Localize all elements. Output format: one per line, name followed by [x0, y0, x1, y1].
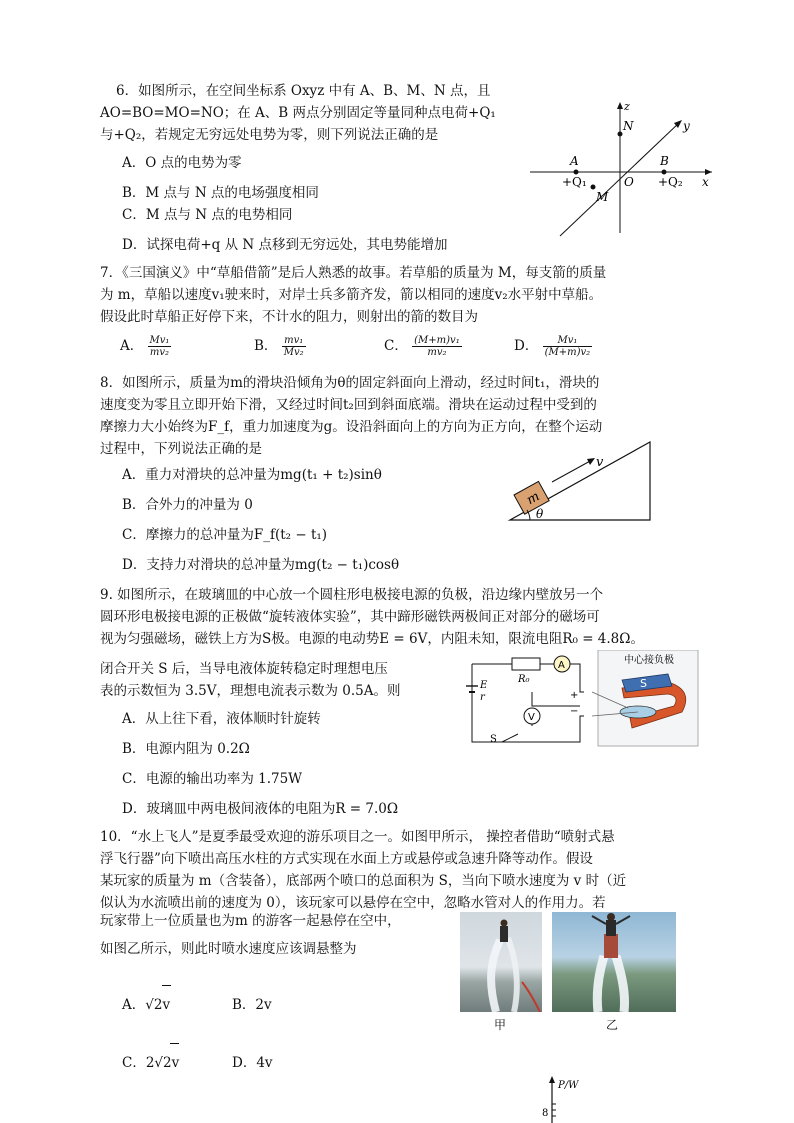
p-axis-tick: 8 [542, 1108, 549, 1119]
q8-line3: 摩擦力大小始终为F_f，重力加速度为g。设沿斜面向上的方向为正方向，在整个运动 [100, 419, 603, 435]
photo-yi [552, 912, 676, 1012]
q10-option-d: D．4v [232, 1055, 273, 1071]
q10-option-c-label: C． [122, 1055, 146, 1071]
q7-line1: 7．《三国演义》中“草船借箭”是后人熟悉的故事。若草船的质量为 M，每支箭的质量 [100, 265, 607, 281]
label-e: E [480, 680, 488, 691]
q9-option-b: B．电源内阻为 0.2Ω [122, 741, 250, 757]
label-q1: +Q₁ [562, 175, 587, 189]
q7-option-a [120, 334, 171, 358]
q10-option-a-sqrt-bar [162, 985, 171, 986]
label-x: x [702, 175, 709, 189]
q8-option-d: D．支持力对滑块的总冲量为mg(t₂ − t₁)cosθ [122, 557, 400, 573]
q8-line2: 速度变为零且立即开始下滑，又经过时间t₂回到斜面底端。滑块在运动过程中受到的 [100, 397, 597, 413]
label-minus: − [570, 706, 579, 717]
label-b: B [660, 154, 669, 168]
label-r0: R₀ [518, 674, 530, 685]
label-n: N [623, 119, 634, 133]
label-m: M [596, 190, 609, 204]
q7-option-b-fraction [282, 335, 306, 358]
q7-line3: 假设此时草船正好停下来，不计水的阻力，则射出的箭的数目为 [100, 309, 478, 325]
point-m [591, 185, 596, 190]
q7-d-denominator: (M+m)v₂ [544, 347, 591, 358]
photo-jia [460, 912, 542, 1012]
q10-line6: 如图乙所示，则此时喷水速度应该调悬整为 [100, 941, 357, 957]
q7-option-b-label: B． [254, 338, 278, 354]
q9-option-d: D．玻璃皿中两电极间液体的电阻为R = 7.0Ω [122, 801, 399, 817]
q10-option-a-value: √2v [145, 997, 171, 1013]
q7-option-c-label: C． [384, 338, 408, 354]
q7-b-denominator: Mv₂ [283, 347, 304, 358]
q10-option-b: B．2v [232, 997, 272, 1013]
q10-option-c-value: 2√2v [145, 1055, 180, 1071]
label-switch: S [490, 734, 497, 745]
q7-line2: 为 m，草船以速度v₁驶来时，对岸士兵多箭齐发，箭以相同的速度v₂水平射中草船。 [100, 287, 603, 303]
q7-option-d [514, 334, 592, 358]
q6-line2: AO=BO=MO=NO；在 A、B 两点分别固定等量同种点电荷+Q₁ [100, 105, 496, 121]
q8-option-c: C．摩擦力的总冲量为F_f(t₂ − t₁) [122, 527, 328, 543]
q7-option-d-fraction [543, 335, 593, 358]
q6-option-a: A．O 点的电势为零 [122, 155, 242, 171]
label-a: A [570, 154, 579, 168]
q7-option-a-label: A． [120, 338, 144, 354]
q10-line4: 似认为水流喷出前的速度为 0），该玩家可以悬停在空中，忽略水管对人的作用力。若 [100, 895, 606, 911]
q7-option-c [384, 334, 462, 358]
q7-c-denominator: mv₂ [427, 347, 447, 358]
label-m: m [524, 489, 543, 509]
q8-incline-figure [500, 440, 660, 524]
label-y: y [683, 119, 690, 133]
q8-option-a: A．重力对滑块的总冲量为mg(t₁ + t₂)sinθ [122, 467, 382, 483]
q7-option-c-fraction [412, 335, 462, 358]
voltmeter-label: V [528, 712, 535, 723]
ammeter-label: A [558, 660, 565, 671]
center-label: 中心接负极 [624, 655, 674, 666]
label-o: O [624, 175, 634, 189]
q10-line5: 玩家带上一位质量也为m 的游客一起悬停在空中， [100, 913, 401, 929]
q9-option-a: A．从上往下看，液体顺时针旋转 [122, 711, 321, 727]
q10-option-c [122, 1054, 179, 1073]
label-r: r [480, 692, 485, 703]
velocity-arrow [552, 460, 592, 482]
q9-line4: 闭合开关 S 后，当导电液体旋转稳定时理想电压 [100, 661, 388, 677]
q7-b-numerator: mv₁ [282, 335, 306, 347]
q7-d-numerator: Mv₁ [543, 335, 593, 347]
q10-option-a [122, 996, 170, 1015]
q7-a-numerator: Mv₁ [149, 335, 170, 346]
q10-line2: 浮飞行器”向下喷出高压水柱的方式实现在水面上方或悬停或急速升降等动作。假设 [100, 851, 593, 867]
q8-line4: 过程中，下列说法正确的是 [100, 441, 262, 457]
q6-line1: 6．如图所示，在空间坐标系 Oxyz 中有 A、B、M、N 点，且 [116, 83, 491, 99]
q7-a-denominator: mv₂ [149, 347, 170, 358]
q7-option-d-label: D． [514, 338, 539, 354]
q9-line1: 9. 如图所示，在玻璃皿的中心放一个圆柱形电极接电源的负极，沿边缘内壁放另一个 [100, 587, 604, 603]
q8-option-b: B．合外力的冲量为 0 [122, 497, 253, 513]
q9-option-c: C．电源的输出功率为 1.75W [122, 771, 303, 787]
caption-jia: 甲 [494, 1018, 507, 1032]
block [514, 481, 549, 514]
point-b [662, 170, 667, 175]
magnet-s-label: S [640, 677, 647, 690]
label-z: z [624, 100, 630, 113]
next-question-graph-fragment [536, 1074, 596, 1123]
point-a [574, 170, 579, 175]
q6-option-c: C．M 点与 N 点的电势相同 [122, 207, 293, 223]
resistor-r0 [512, 658, 540, 670]
q7-c-numerator: (M+m)v₁ [414, 335, 460, 346]
q10-line3: 某玩家的质量为 m（含装备），底部两个喷口的总面积为 S，当向下喷水速度为 v 时（近 [100, 873, 627, 889]
label-q2: +Q₂ [658, 175, 683, 189]
q7-option-a-fraction [148, 335, 172, 358]
label-plus: + [570, 690, 579, 701]
point-n [618, 132, 623, 137]
label-v: v [596, 455, 604, 470]
caption-yi: 乙 [606, 1018, 619, 1032]
q6-line3: 与+Q₂，若规定无穷远处电势为零，则下列说法正确的是 [100, 127, 439, 143]
q9-line5: 表的示数恒为 3.5V，理想电流表示数为 0.5A。则 [100, 683, 401, 699]
q9-line3: 视为匀强磁场，磁铁上方为S极。电源的电动势E = 6V，内阻未知，限流电阻R₀ = 4.8Ω。 [100, 631, 644, 647]
q10-line1: 10．“水上飞人”是夏季最受欢迎的游乐项目之一。如图甲所示， 操控者借助“喷射式悬 [100, 829, 615, 845]
q10-option-a-label: A． [122, 997, 146, 1013]
q8-line1: 8．如图所示，质量为m的滑块沿倾角为θ的固定斜面向上滑动，经过时间t₁，滑块的 [100, 375, 600, 391]
p-axis-label: P/W [558, 1080, 579, 1091]
q6-option-b: B．M 点与 N 点的电场强度相同 [122, 185, 319, 201]
label-theta: θ [536, 507, 544, 521]
q7-option-b [254, 334, 306, 358]
q9-line2: 圆环形电极接电源的正极做“旋转液体实验”，其中蹄形磁铁两极间正对部分的磁场可 [100, 609, 600, 625]
q6-coordinate-figure [520, 98, 720, 238]
q6-option-d: D．试探电荷+q 从 N 点移到无穷远处，其电势能增加 [122, 237, 448, 253]
q10-option-c-sqrt-bar [170, 1043, 179, 1044]
q9-circuit-figure [462, 650, 702, 748]
